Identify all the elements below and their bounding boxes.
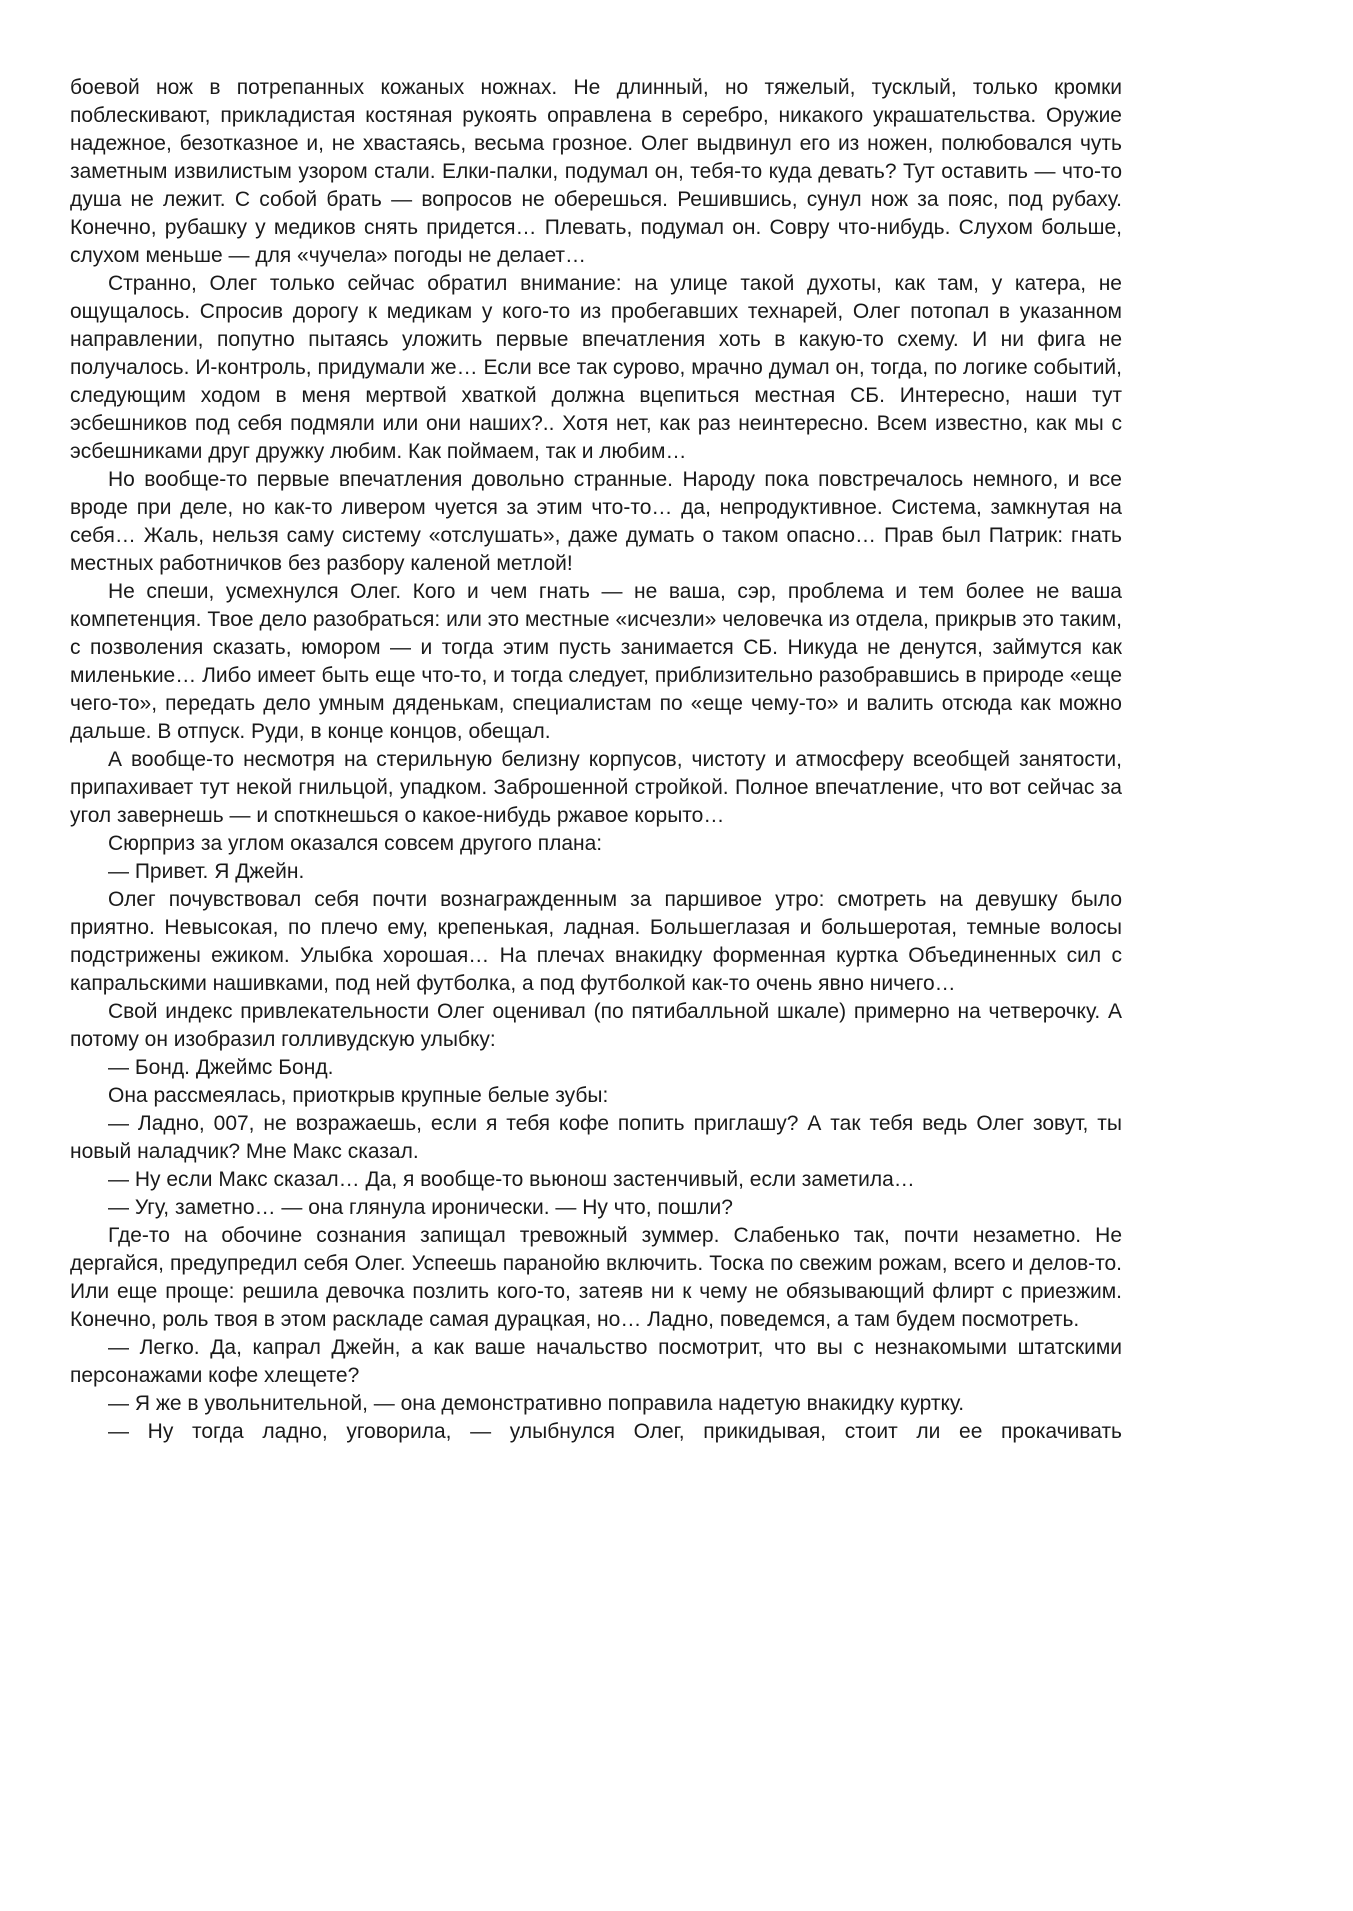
dialogue-line: — Привет. Я Джейн. [108, 860, 305, 883]
paragraph: Где-то на обочине сознания запищал тревожный зуммер. Слабенько так, почти незаметно. Не дергайся, предупредил себя Олег. Успеешь паранойю включить. Тоска по свежим рожам, всего и делов-то. Или еще проще: решила девочка позлить кого-то, затеяв ни к чему не обязывающий флирт с приезжим. Конечно, роль твоя в этом раскладе самая дурацкая, но… Ладно, поведемся, а там будем посмотреть. [70, 1224, 1122, 1331]
paragraph: Олег почувствовал себя почти вознагражденным за паршивое утро: смотреть на девушку было приятно. Невысокая, по плечо ему, крепенькая, ладная. Большеглазая и большеротая, темные волосы подстрижены ежиком. Улыбка хорошая… На плечах внакидку форменная куртка Объединенных сил с капральскими нашивками, под ней футболка, а под футболкой как-то очень явно ничего… [70, 888, 1122, 995]
paragraph: Но вообще-то первые впечатления довольно странные. Народу пока повстречалось немного, и все вроде при деле, но как-то ливером чуется за этим что-то… да, непродуктивное. Система, замкнутая на себя… Жаль, нельзя саму систему «отслушать», даже думать о таком опасно… Прав был Патрик: гнать местных работничков без разбору каленой метлой! [70, 468, 1122, 575]
paragraph: Не спеши, усмехнулся Олег. Кого и чем гнать — не ваша, сэр, проблема и тем более не ваша компетенция. Твое дело разобраться: или это местные «исчезли» человечка из отдела, прикрыв это таким, с позволения сказать, юмором — и тогда этим пусть занимается СБ. Никуда не денутся, займутся как миленькие… Либо имеет быть еще что-то, и тогда следует, приблизительно разобравшись в природе «еще чего-то», передать дело умным дяденькам, специалистам по «еще чему-то» и валить отсюда как можно дальше. В отпуск. Руди, в конце концов, обещал. [70, 580, 1122, 743]
dialogue-line: — Ну если Макс сказал… Да, я вообще-то вьюнош застенчивый, если заметила… [108, 1168, 915, 1191]
dialogue-line: — Ну тогда ладно, уговорила, — улыбнулся Олег, прикидывая, стоит ли ее прокачивать [108, 1420, 1122, 1443]
paragraph: Сюрприз за углом оказался совсем другого плана: [108, 832, 603, 855]
dialogue-line: — Угу, заметно… — она глянула иронически. — Ну что, пошли? [108, 1196, 733, 1219]
dialogue-line: — Легко. Да, капрал Джейн, а как ваше начальство посмотрит, что вы с незнакомыми штатскими персонажами кофе хлещете? [70, 1336, 1122, 1387]
dialogue-line: — Ладно, 007, не возражаешь, если я тебя кофе попить приглашу? А так тебя ведь Олег зовут, ты новый наладчик? Мне Макс сказал. [70, 1112, 1122, 1163]
paragraph: Странно, Олег только сейчас обратил внимание: на улице такой духоты, как там, у катера, не ощущалось. Спросив дорогу к медикам у кого-то из пробегавших технарей, Олег потопал в указанном направлении, попутно пытаясь уложить первые впечатления хоть в какую-то схему. И ни фига не получалось. И-контроль, придумали же… Если все так сурово, мрачно думал он, тогда, по логике событий, следующим ходом в меня мертвой хваткой должна вцепиться местная СБ. Интересно, наши тут эсбешников под себя подмяли или они наших?.. Хотя нет, как раз неинтересно. Всем известно, как мы с эсбешниками друг дружку любим. Как поймаем, так и любим… [70, 272, 1122, 463]
book-page [70, 74, 1122, 1446]
dialogue-line: — Я же в увольнительной, — она демонстративно поправила надетую внакидку куртку. [108, 1392, 965, 1415]
paragraph: Она рассмеялась, приоткрыв крупные белые зубы: [108, 1084, 609, 1107]
dialogue-line: — Бонд. Джеймс Бонд. [108, 1056, 334, 1079]
paragraph: боевой нож в потрепанных кожаных ножнах. Не длинный, но тяжелый, тусклый, только кромки поблескивают, прикладистая костяная рукоять оправлена в серебро, никакого украшательства. Оружие надежное, безотказное и, не хвастаясь, весьма грозное. Олег выдвинул его из ножен, полюбовался чуть заметным извилистым узором стали. Елки-палки, подумал он, тебя-то куда девать? Тут оставить — что-то душа не лежит. С собой брать — вопросов не оберешься. Решившись, сунул нож за пояс, под рубаху. Конечно, рубашку у медиков снять придется… Плевать, подумал он. Совру что-нибудь. Слухом больше, слухом меньше — для «чучела» погоды не делает… [70, 76, 1122, 267]
paragraph: А вообще-то несмотря на стерильную белизну корпусов, чистоту и атмосферу всеобщей занятости, припахивает тут некой гнильцой, упадком. Заброшенной стройкой. Полное впечатление, что вот сейчас за угол завернешь — и споткнешься о какое-нибудь ржавое корыто… [70, 748, 1122, 827]
paragraph: Свой индекс привлекательности Олег оценивал (по пятибалльной шкале) примерно на четверочку. А потому он изобразил голливудскую улыбку: [70, 1000, 1122, 1051]
